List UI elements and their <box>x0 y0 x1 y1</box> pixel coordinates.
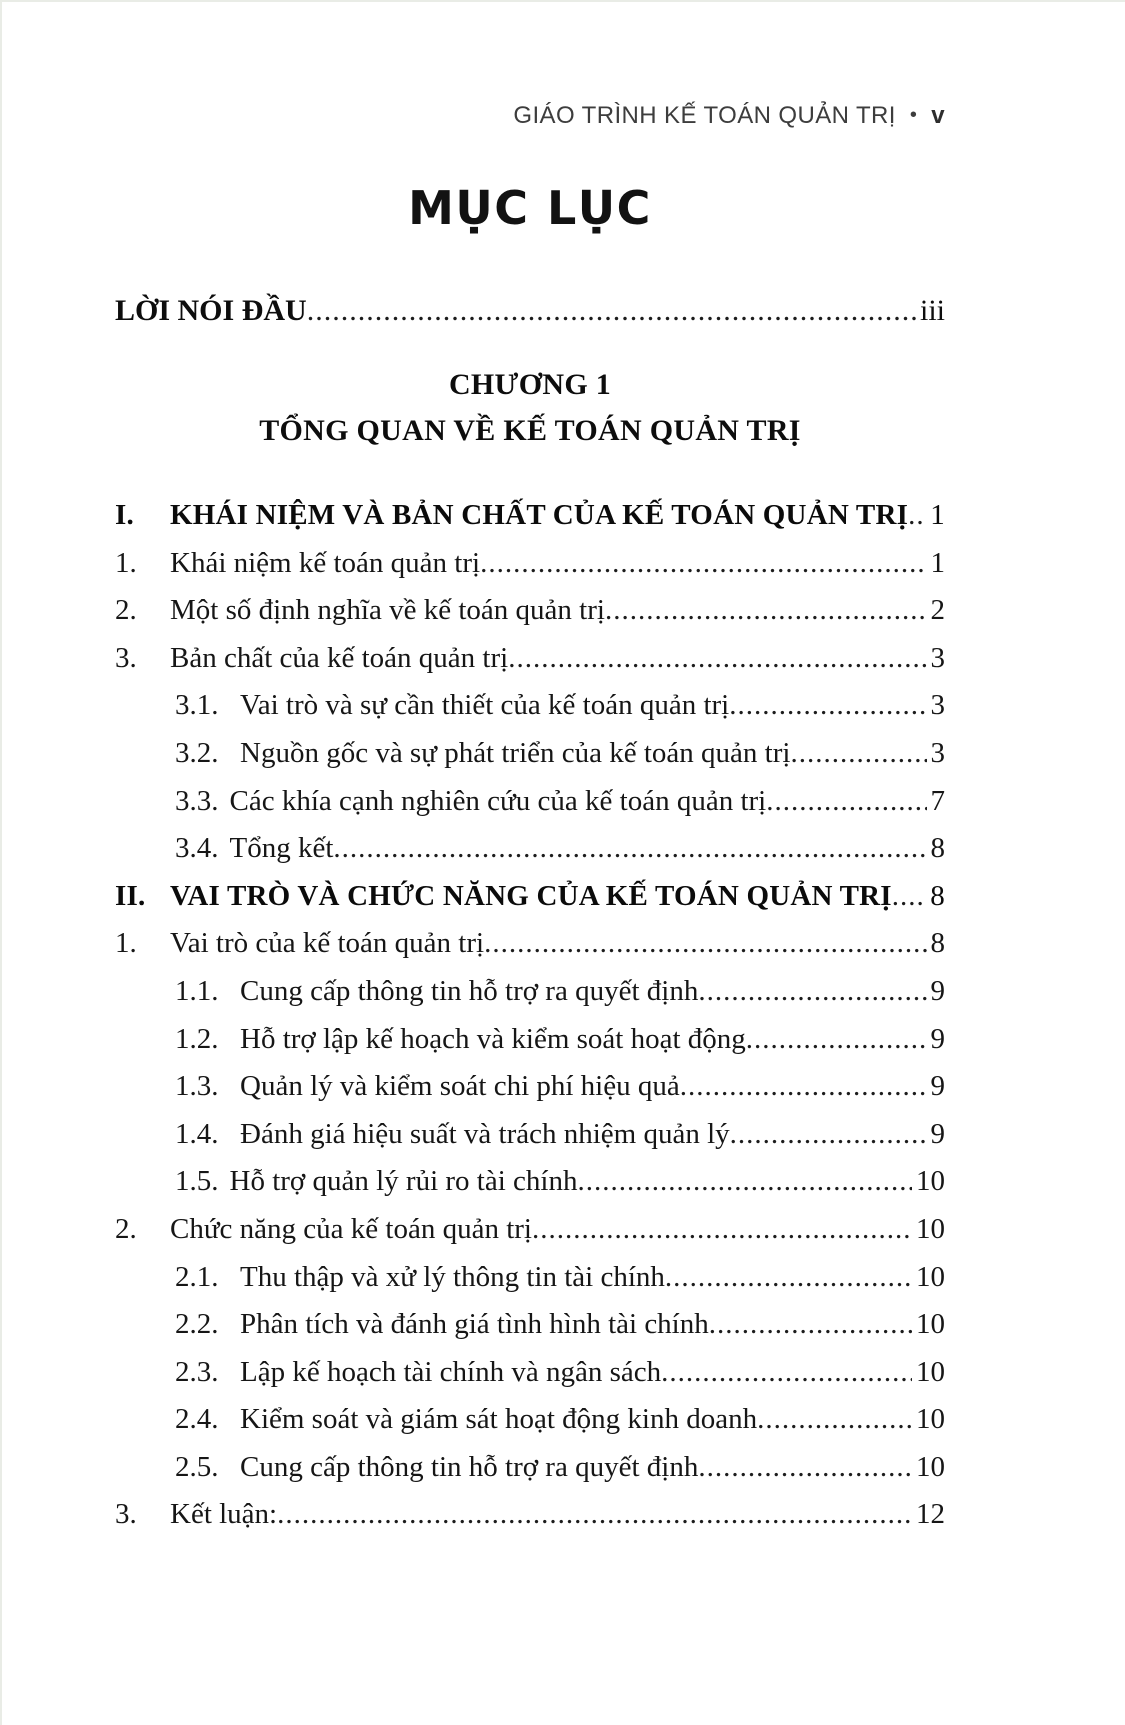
entry-number: 1. <box>115 927 137 960</box>
chapter-title: TỔNG QUAN VỀ KẾ TOÁN QUẢN TRỊ <box>259 414 801 447</box>
chapter-number: CHƯƠNG 1 <box>448 368 612 401</box>
entry-page: 8 <box>930 879 945 912</box>
entry-page: 7 <box>930 784 945 817</box>
dot-leader <box>790 730 926 778</box>
toc-entry <box>115 540 945 588</box>
dot-leader <box>709 1301 912 1349</box>
entry-number: 1. <box>115 546 137 579</box>
entry-number: 2. <box>115 1212 137 1245</box>
dot-leader <box>661 1349 912 1397</box>
entry-number: 3.3. <box>175 784 219 817</box>
entry-page: 10 <box>916 1450 945 1483</box>
page-title: MỤC LỤC <box>408 181 652 235</box>
running-header-title: GIÁO TRÌNH KẾ TOÁN QUẢN TRỊ <box>513 102 896 129</box>
entry-label: KHÁI NIỆM VÀ BẢN CHẤT CỦA KẾ TOÁN QUẢN TRỊ <box>170 499 909 531</box>
bullet-separator-icon: • <box>909 104 918 126</box>
dot-leader <box>277 1491 912 1539</box>
entry-number: 2.2. <box>175 1308 219 1341</box>
entry-number: 1.4. <box>175 1117 219 1150</box>
entry-number: 3. <box>115 1498 137 1531</box>
entry-label: VAI TRÒ VÀ CHỨC NĂNG CỦA KẾ TOÁN QUẢN TRỊ <box>170 879 892 912</box>
dot-leader <box>698 1444 912 1492</box>
entry-page: 8 <box>930 832 945 865</box>
entry-number: 1.5. <box>175 1165 219 1198</box>
dot-leader <box>665 1254 912 1302</box>
entry-label: Phân tích và đánh giá tình hình tài chính <box>240 1308 709 1341</box>
entry-label: Vai trò của kế toán quản trị <box>170 927 485 960</box>
entry-label: Quản lý và kiểm soát chi phí hiệu quả <box>240 1070 680 1103</box>
dot-leader <box>605 587 927 635</box>
entry-label: Tổng kết <box>229 832 334 865</box>
entry-page: 8 <box>930 927 945 960</box>
entry-page: 3 <box>930 689 945 722</box>
dot-leader <box>730 1111 927 1159</box>
dot-leader <box>508 635 926 683</box>
toc-entry <box>115 778 945 826</box>
toc-entry <box>115 1016 945 1064</box>
entry-number: 1.2. <box>175 1022 219 1055</box>
dot-leader <box>577 1158 912 1206</box>
entry-number: 2.1. <box>175 1260 219 1293</box>
entry-number: I. <box>115 499 134 531</box>
entry-label: Một số định nghĩa về kế toán quản trị <box>170 594 605 627</box>
entry-page: 10 <box>916 1403 945 1436</box>
entry-label: Khái niệm kế toán quản trị <box>170 546 481 579</box>
entry-label: Nguồn gốc và sự phát triển của kế toán quản trị <box>240 736 791 769</box>
toc-entry <box>115 1158 945 1206</box>
dot-leader <box>892 873 927 921</box>
entry-page: 2 <box>930 594 945 627</box>
entry-label: Bản chất của kế toán quản trị <box>170 641 509 674</box>
entry-label: Các khía cạnh nghiên cứu của kế toán quản trị <box>229 784 767 817</box>
entry-label: Đánh giá hiệu suất và trách nhiệm quản lý <box>240 1117 730 1150</box>
toc-entry <box>115 1444 945 1492</box>
entry-label: Kết luận: <box>170 1498 278 1531</box>
entry-page: 10 <box>916 1165 945 1198</box>
entry-page: 10 <box>916 1308 945 1341</box>
entry-page: 10 <box>916 1260 945 1293</box>
toc-entry <box>115 825 945 873</box>
toc-entry <box>115 730 945 778</box>
entry-page: iii <box>919 294 945 327</box>
entry-label: Hỗ trợ quản lý rủi ro tài chính <box>229 1165 578 1198</box>
toc-entry <box>115 682 945 730</box>
toc-entry <box>115 1206 945 1254</box>
toc-entry <box>115 1063 945 1111</box>
toc-entry <box>115 1301 945 1349</box>
entry-page: 3 <box>930 641 945 674</box>
entry-page: 9 <box>930 974 945 1007</box>
entry-label: Kiểm soát và giám sát hoạt động kinh doanh <box>240 1403 758 1436</box>
chapter-heading <box>115 362 945 454</box>
dot-leader <box>746 1016 927 1064</box>
dot-leader <box>484 920 926 968</box>
toc-entry <box>115 1349 945 1397</box>
entry-number: 3. <box>115 641 137 674</box>
toc-entry <box>115 492 945 540</box>
entry-label: Cung cấp thông tin hỗ trợ ra quyết định <box>240 974 699 1007</box>
dot-leader <box>333 825 926 873</box>
dot-leader <box>698 968 926 1016</box>
toc-entry-front-matter <box>115 291 945 331</box>
toc-entry <box>115 1396 945 1444</box>
dot-leader <box>766 778 926 826</box>
entry-page: 9 <box>930 1022 945 1055</box>
entry-page: 12 <box>916 1498 945 1531</box>
entry-number: 1.3. <box>175 1070 219 1103</box>
entry-label: Lập kế hoạch tài chính và ngân sách <box>240 1355 662 1388</box>
entry-label: Thu thập và xử lý thông tin tài chính <box>240 1260 665 1293</box>
toc-list <box>115 492 945 1539</box>
toc-entry <box>115 1491 945 1539</box>
entry-number: 1.1. <box>175 974 219 1007</box>
toc-entry <box>115 920 945 968</box>
entry-page: 10 <box>916 1212 945 1245</box>
dot-leader <box>680 1063 927 1111</box>
entry-label: LỜI NÓI ĐẦU <box>115 294 307 327</box>
entry-label: Cung cấp thông tin hỗ trợ ra quyết định <box>240 1450 699 1483</box>
toc-entry <box>115 587 945 635</box>
entry-page: 1 <box>930 499 945 531</box>
dot-leader <box>757 1396 912 1444</box>
page-folio: v <box>931 102 945 129</box>
dot-leader <box>307 291 916 331</box>
entry-number: 2.5. <box>175 1450 219 1483</box>
running-header <box>513 102 945 130</box>
toc-entry <box>115 1111 945 1159</box>
toc-entry <box>115 635 945 683</box>
entry-number: 2. <box>115 594 137 627</box>
entry-page: 3 <box>930 736 945 769</box>
entry-page: 9 <box>930 1070 945 1103</box>
entry-number: II. <box>115 879 146 912</box>
toc-entry <box>115 968 945 1016</box>
dot-leader <box>729 682 926 730</box>
dot-leader <box>532 1206 912 1254</box>
entry-number: 2.4. <box>175 1403 219 1436</box>
entry-page: 10 <box>916 1355 945 1388</box>
dot-leader <box>908 492 926 540</box>
entry-number: 3.2. <box>175 736 219 769</box>
toc-entry <box>115 873 945 921</box>
entry-label: Vai trò và sự cần thiết của kế toán quản trị <box>240 689 730 722</box>
entry-number: 3.1. <box>175 689 219 722</box>
entry-page: 9 <box>930 1117 945 1150</box>
entry-number: 2.3. <box>175 1355 219 1388</box>
entry-number: 3.4. <box>175 832 219 865</box>
toc-entry <box>115 1254 945 1302</box>
entry-page: 1 <box>930 546 945 579</box>
dot-leader <box>480 540 926 588</box>
entry-label: Hỗ trợ lập kế hoạch và kiểm soát hoạt động <box>240 1022 746 1055</box>
entry-label: Chức năng của kế toán quản trị <box>170 1212 532 1245</box>
